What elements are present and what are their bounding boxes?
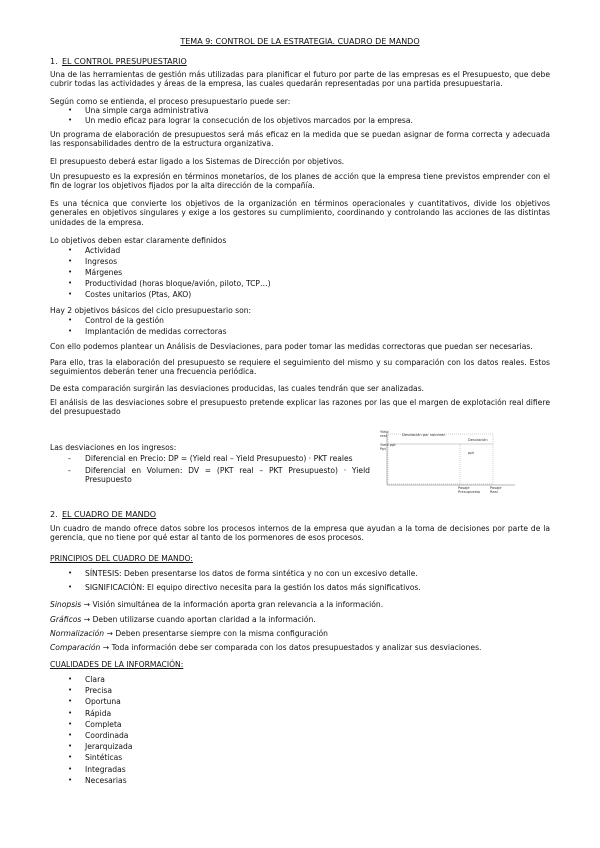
- quality-item: Integradas: [85, 764, 126, 774]
- qualities-heading: CUALIDADES DE LA INFORMACIÓN:: [50, 660, 184, 669]
- bullet-icon: •: [68, 775, 73, 784]
- bullet-icon: •: [68, 675, 73, 683]
- term-text: Visión simultánea de la información aporta gran relevancia a la información.: [92, 600, 384, 609]
- deviation-chart: [380, 430, 520, 494]
- term-row: [50, 629, 328, 638]
- paragraph: Para ello, tras la elaboración del presupuesto se requiere el seguimiento del mismo y su comparación con los datos reales. Estos seguimientos deberán tener una frecuencia periódica.: [50, 358, 550, 377]
- list-item: Una simple carga administrativa: [85, 106, 209, 115]
- chart-x-label-2b: Real: [490, 490, 498, 494]
- list-item: Control de la gestión: [85, 316, 164, 325]
- term-row: [50, 615, 316, 624]
- quality-item: Coordinada: [85, 731, 129, 740]
- term-text: Deben utilizarse cuando aportan claridad a la información.: [92, 615, 316, 624]
- paragraph: Lo objetivos deben estar claramente definidos: [50, 236, 227, 245]
- term-label: Gráficos: [50, 615, 82, 624]
- list-item: Márgenes: [85, 268, 123, 277]
- bullet-icon: •: [68, 569, 73, 577]
- dash-marker: -: [68, 454, 71, 463]
- quality-item: Clara: [85, 675, 105, 684]
- list-item: Costes unitarios (Ptas, AKO): [85, 290, 192, 299]
- term-label: Normalización: [50, 629, 105, 638]
- chart-top-label: Desviación por volumen: [402, 433, 446, 437]
- paragraph: Con ello podemos plantear un Análisis de Desviaciones, para poder tomar las medidas correctoras que puedan ser necesarias.: [50, 342, 533, 351]
- section-1-number: 1.: [50, 57, 58, 66]
- dash-marker: -: [68, 466, 71, 475]
- list-item: Diferencial en Precio: DP = (Yield real – Yield Presupuesto) · PKT reales: [85, 454, 353, 463]
- chart-right-mid: ppt: [468, 451, 474, 455]
- chart-right-top: Desviación: [468, 438, 488, 442]
- paragraph: Un presupuesto es la expresión en términos monetarios, de los planes de acción que la empresa tiene previstos emprender con el fin de lograr los objetivos fijados por la alta dirección de la compañía.: [50, 172, 550, 191]
- term-text: Toda información debe ser comparada con los datos presupuestados y analizar sus desviaciones.: [111, 643, 482, 652]
- principle-item: SÍNTESIS: Deben presentarse los datos de forma sintética y no con un excesivo detalle.: [85, 569, 418, 578]
- bullet-icon: •: [68, 697, 73, 706]
- quality-item: Sintéticas: [85, 753, 123, 763]
- quality-item: Jerarquizada: [85, 742, 133, 752]
- bullet-icon: •: [68, 116, 73, 124]
- quality-item: Completa: [85, 719, 122, 729]
- chart-x-label-1b: Presupuesto: [458, 490, 481, 494]
- term-label: Comparación: [50, 643, 101, 652]
- list-item: Ingresos: [85, 257, 118, 266]
- bullet-icon: •: [68, 764, 73, 773]
- term-text: Deben presentarse siempre con la misma configuración: [115, 629, 328, 638]
- section-1-heading: EL CONTROL PRESUPUESTARIO: [62, 57, 187, 66]
- bullet-icon: •: [68, 327, 73, 335]
- principles-heading: PRINCIPIOS DEL CUADRO DE MANDO:: [50, 554, 193, 563]
- chart-left-mid: Yield ppt: [380, 443, 396, 447]
- paragraph: El presupuesto deberá estar ligado a los Sistemas de Dirección por objetivos.: [50, 157, 345, 166]
- principle-item: SIGNIFICACIÓN: El equipo directivo necesita para la gestión los datos más significativos.: [85, 583, 421, 592]
- arrow-icon: →: [106, 629, 113, 638]
- quality-item: Precisa: [85, 686, 112, 696]
- bullet-icon: •: [68, 279, 73, 287]
- quality-item: Necesarias: [85, 775, 127, 785]
- chart-y-label: Yield: [380, 430, 389, 434]
- bullet-icon: •: [68, 731, 73, 739]
- bullet-icon: •: [68, 742, 73, 751]
- bullet-icon: •: [68, 686, 73, 695]
- paragraph: Es una técnica que convierte los objetivos de la organización en términos operacionales y cuantitativos, divide los objetivos generales en objetivos singulares y exige a los gestores su cumplimiento, coordinando y controlando las acciones de las distintas unidades de la empresa.: [50, 199, 550, 227]
- bullet-icon: •: [68, 246, 73, 254]
- paragraph: Hay 2 objetivos básicos del ciclo presupuestario son:: [50, 306, 252, 315]
- quality-item: Oportuna: [85, 697, 121, 707]
- bullet-icon: •: [68, 708, 73, 717]
- list-item: Un medio eficaz para lograr la consecución de los objetivos marcados por la empresa.: [85, 116, 413, 125]
- paragraph: Según como se entienda, el proceso presupuestario puede ser:: [50, 97, 291, 106]
- term-label: Sinopsis: [50, 600, 82, 609]
- paragraph: De esta comparación surgirán las desviaciones producidas, las cuales tendrán que ser analizadas.: [50, 384, 425, 393]
- arrow-icon: →: [102, 643, 110, 652]
- paragraph: Un cuadro de mando ofrece datos sobre los procesos internos de la empresa que ayudan a la toma de decisiones por parte de la gerencia, que no tiene por qué estar al tanto de los pormenores de esos procesos.: [50, 524, 550, 543]
- paragraph: Un programa de elaboración de presupuestos será más eficaz en la medida que se puedan asignar de forma correcta y adecuada las responsabilidades dentro de la estructura organizativa.: [50, 130, 550, 149]
- section-2-number: 2.: [50, 510, 58, 519]
- bullet-icon: •: [68, 257, 73, 265]
- bullet-icon: •: [68, 290, 73, 298]
- paragraph: El análisis de las desviaciones sobre el presupuesto pretende explicar las razones por las que el margen de explotación real difiere del presupuestado: [50, 398, 550, 417]
- bullet-icon: •: [68, 106, 73, 114]
- arrow-icon: →: [83, 615, 91, 624]
- section-2-heading: EL CUADRO DE MANDO: [62, 510, 157, 519]
- list-item: Productividad (horas bloque/avión, piloto, TCP…): [85, 279, 271, 288]
- list-item: Actividad: [85, 246, 121, 255]
- term-row: [50, 643, 481, 652]
- list-item: Diferencial en Volumen: DV = (PKT real – PKT Presupuesto) · Yield Presupuesto: [85, 466, 370, 485]
- chart-y-sub: real: [380, 434, 387, 438]
- chart-left-low: Ppt: [380, 447, 386, 451]
- bullet-icon: •: [68, 268, 73, 276]
- chart-x-label-1: Pasaje: [458, 486, 470, 490]
- bullet-icon: •: [68, 583, 73, 591]
- paragraph: Las desviaciones en los ingresos:: [50, 443, 177, 452]
- bullet-icon: •: [68, 719, 73, 728]
- list-item: Implantación de medidas correctoras: [85, 327, 227, 336]
- paragraph: Una de las herramientas de gestión más utilizadas para planificar el futuro por parte de las empresas es el Presupuesto, que debe cubrir todas las actividades y áreas de la empresa, las cuales quedarán representadas por una partida presupuestaria.: [50, 70, 550, 89]
- chart-x-label-2: Pasaje: [490, 486, 502, 490]
- bullet-icon: •: [68, 316, 73, 324]
- bullet-icon: •: [68, 753, 73, 762]
- page-title: TEMA 9: CONTROL DE LA ESTRATEGIA. CUADRO DE MANDO: [180, 37, 420, 46]
- quality-item: Rápida: [85, 708, 112, 718]
- term-row: [50, 600, 383, 609]
- arrow-icon: →: [83, 600, 91, 609]
